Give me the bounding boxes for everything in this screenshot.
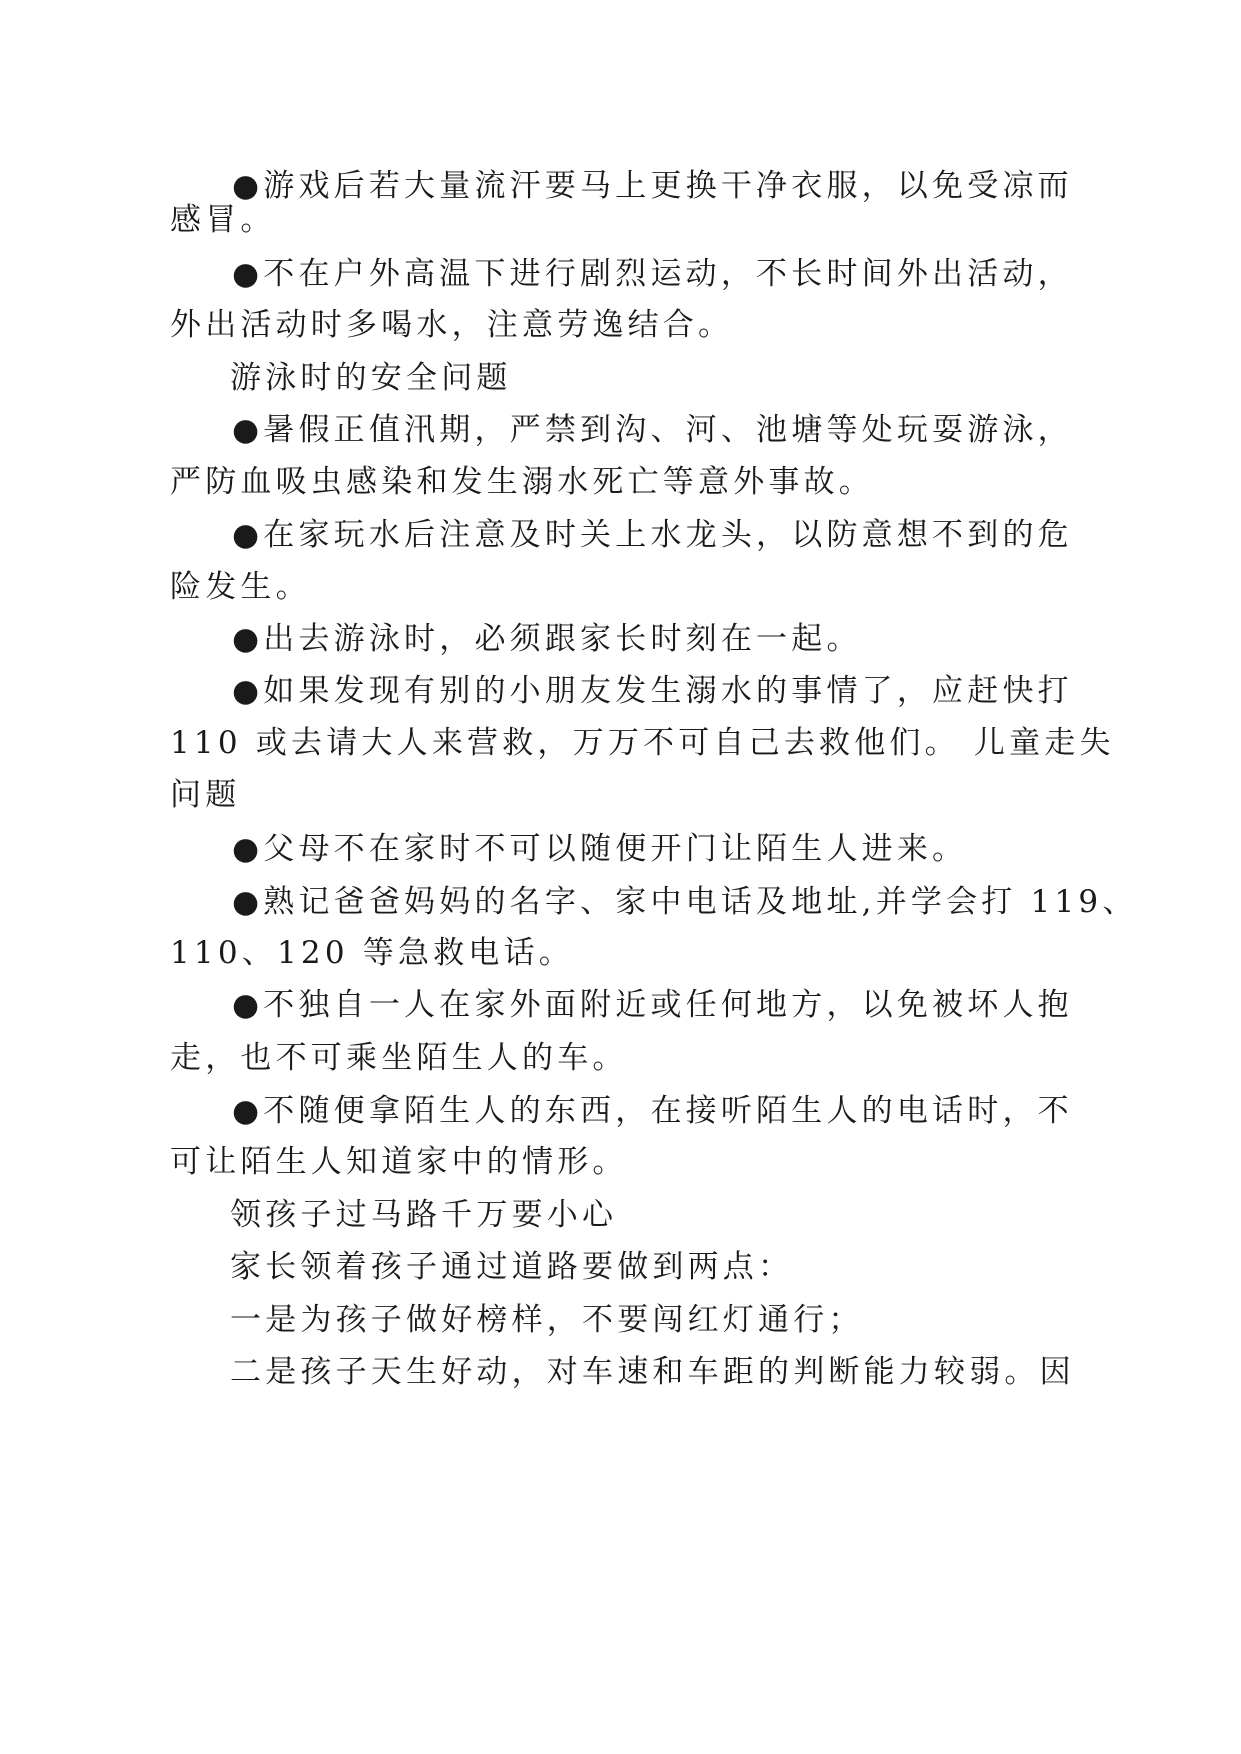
text-line: ●游戏后若大量流汗要马上更换干净衣服，以免受凉而 [232,168,1073,204]
text-line: ●不随便拿陌生人的东西，在接听陌生人的电话时，不 [232,1093,1073,1129]
text-line: ●在家玩水后注意及时关上水龙头，以防意想不到的危 [232,517,1073,553]
text-line: ●父母不在家时不可以随便开门让陌生人进来。 [232,831,968,867]
text-line: 110、120 等急救电话。 [170,935,574,971]
text-line: ●出去游泳时，必须跟家长时刻在一起。 [232,621,862,657]
text-line: 外出活动时多喝水，注意劳逸结合。 [170,307,734,343]
text-line: 感冒。 [170,202,276,238]
text-line: ●暑假正值汛期，严禁到沟、河、池塘等处玩耍游泳， [232,412,1073,448]
text-line: 领孩子过马路千万要小心 [230,1197,618,1233]
text-line: ●熟记爸爸妈妈的名字、家中电话及地址,并学会打 119、 [232,884,1138,920]
text-line: 问题 [170,777,241,813]
text-line: 险发生。 [170,569,311,605]
text-line: ●不独自一人在家外面附近或任何地方，以免被坏人抱 [232,987,1073,1023]
text-line: 游泳时的安全问题 [230,360,512,396]
text-line: 一是为孩子做好榜样，不要闯红灯通行； [230,1302,864,1338]
text-line: 二是孩子天生好动，对车速和车距的判断能力较弱。因 [230,1354,1075,1390]
text-line: ●如果发现有别的小朋友发生溺水的事情了，应赶快打 [232,673,1073,709]
text-line: 严防血吸虫感染和发生溺水死亡等意外事故。 [170,464,874,500]
text-line: ●不在户外高温下进行剧烈运动，不长时间外出活动， [232,256,1073,292]
text-line: 可让陌生人知道家中的情形。 [170,1144,628,1180]
text-line: 家长领着孩子通过道路要做到两点： [230,1249,794,1285]
text-line: 走，也不可乘坐陌生人的车。 [170,1040,628,1076]
text-line: 110 或去请大人来营救，万万不可自己去救他们。 儿童走失 [170,725,1115,761]
